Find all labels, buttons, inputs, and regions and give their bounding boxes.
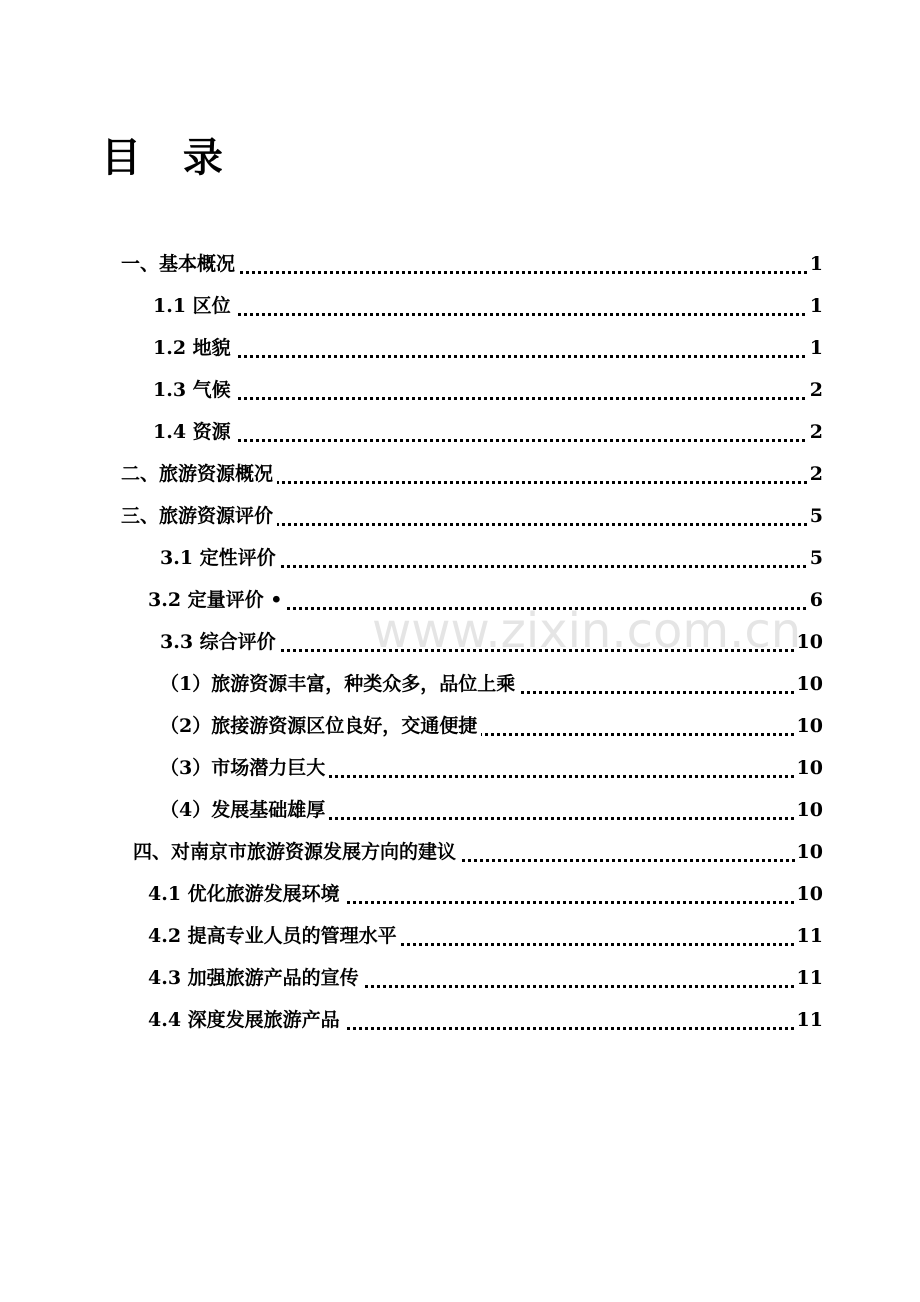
toc-entry-page-number: 6 xyxy=(808,579,823,621)
toc-entry[interactable] xyxy=(0,789,920,831)
toc-entry-label: 一、基本概况 xyxy=(121,243,239,285)
toc-entry-page-number: 11 xyxy=(795,957,823,999)
toc-entry[interactable] xyxy=(0,495,920,537)
toc-entry-page-number: 10 xyxy=(795,831,823,873)
toc-entry-page-number: 11 xyxy=(795,999,823,1041)
toc-entry-label: 1.1 区位 xyxy=(153,285,235,327)
toc-dot-leader xyxy=(153,355,813,358)
toc-entry[interactable] xyxy=(0,243,920,285)
toc-entry-label: 3.3 综合评价 xyxy=(160,621,280,663)
toc-entry-label: 1.3 气候 xyxy=(153,369,235,411)
toc-entry-label: 1.4 资源 xyxy=(153,411,235,453)
toc-entry-label: 3.1 定性评价 xyxy=(160,537,280,579)
toc-entry[interactable] xyxy=(0,537,920,579)
page-title: 目 录 xyxy=(101,134,237,181)
toc-entry-label: （2）旅接游资源区位良好，交通便捷 xyxy=(160,705,481,747)
toc-entry-label: （4）发展基础雄厚 xyxy=(160,789,329,831)
toc-entry-page-number: 10 xyxy=(795,789,823,831)
toc-entry[interactable] xyxy=(0,957,920,999)
toc-entry-label: 二、旅游资源概况 xyxy=(121,453,277,495)
toc-entry-page-number: 2 xyxy=(808,369,823,411)
toc-entry[interactable] xyxy=(0,621,920,663)
toc-entry[interactable] xyxy=(0,873,920,915)
toc-entry-page-number: 5 xyxy=(808,537,823,579)
toc-entry-label: 3.2 定量评价 • xyxy=(148,579,286,621)
toc-entry-label: 三、旅游资源评价 xyxy=(121,495,277,537)
toc-entry-label: 4.3 加强旅游产品的宣传 xyxy=(148,957,363,999)
toc-entry-label: （3）市场潜力巨大 xyxy=(160,747,329,789)
toc-entry[interactable] xyxy=(0,663,920,705)
toc-entry[interactable] xyxy=(0,747,920,789)
toc-dot-leader xyxy=(153,313,813,316)
toc-entry-page-number: 10 xyxy=(795,705,823,747)
toc-entry[interactable] xyxy=(0,999,920,1041)
toc-entry-page-number: 11 xyxy=(795,915,823,957)
toc-dot-leader xyxy=(153,397,813,400)
toc-entry[interactable] xyxy=(0,579,920,621)
toc-entry-page-number: 1 xyxy=(808,285,823,327)
toc-entry[interactable] xyxy=(0,327,920,369)
toc-entry-label: 4.1 优化旅游发展环境 xyxy=(148,873,344,915)
toc-entry-label: 1.2 地貌 xyxy=(153,327,235,369)
toc-dot-leader xyxy=(153,439,813,442)
toc-entry-page-number: 2 xyxy=(808,411,823,453)
toc-entry-page-number: 1 xyxy=(808,243,823,285)
toc-entry-page-number: 10 xyxy=(795,747,823,789)
toc-entry[interactable] xyxy=(0,831,920,873)
toc-entry-page-number: 2 xyxy=(808,453,823,495)
toc-entry-page-number: 10 xyxy=(795,663,823,705)
toc-entry-label: 四、对南京市旅游资源发展方向的建议 xyxy=(133,831,460,873)
toc-entry[interactable] xyxy=(0,369,920,411)
toc-entry-label: （1）旅游资源丰富，种类众多，品位上乘 xyxy=(160,663,519,705)
toc-entry-label: 4.2 提高专业人员的管理水平 xyxy=(148,915,401,957)
toc-entry-page-number: 1 xyxy=(808,327,823,369)
toc-entry[interactable] xyxy=(0,915,920,957)
toc-entry[interactable] xyxy=(0,705,920,747)
toc-entry[interactable] xyxy=(0,411,920,453)
toc-entry[interactable] xyxy=(0,285,920,327)
toc-entry[interactable] xyxy=(0,453,920,495)
watermark: www.zixin.com.cn xyxy=(372,603,802,659)
toc-entry-page-number: 5 xyxy=(808,495,823,537)
toc-entry-page-number: 10 xyxy=(795,873,823,915)
toc-entry-page-number: 10 xyxy=(795,621,823,663)
toc-entry-label: 4.4 深度发展旅游产品 xyxy=(148,999,344,1041)
